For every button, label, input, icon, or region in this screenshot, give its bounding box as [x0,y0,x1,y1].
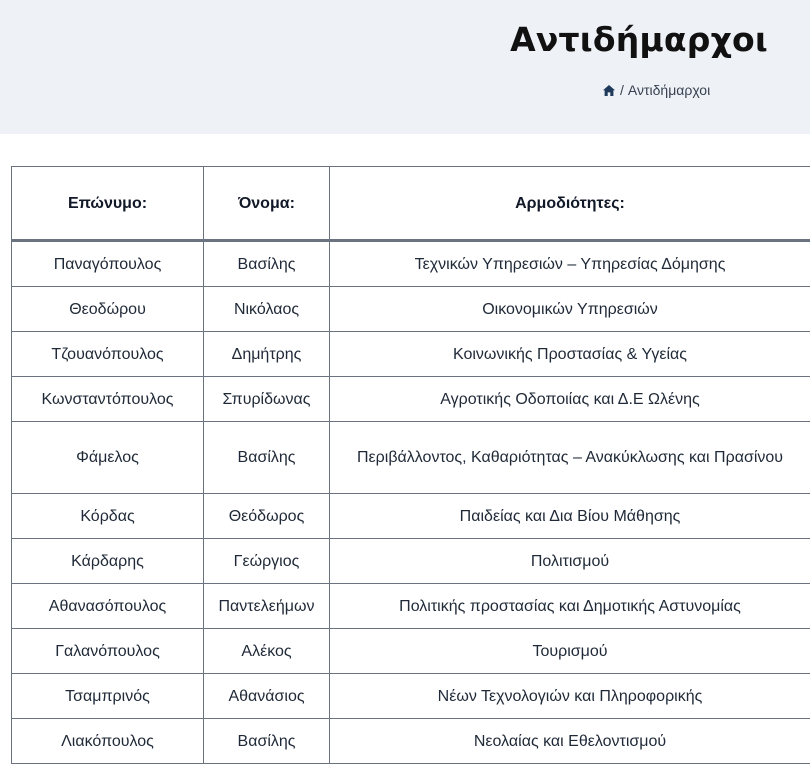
table-row [12,377,810,422]
name-cell: Θεόδωρος [204,494,330,539]
duties-cell: Κοινωνικής Προστασίας & Υγείας [330,332,810,377]
vice-mayors-table-container [11,166,810,764]
duties-cell: Τουρισμού [330,629,810,674]
surname-cell: Κάρδαρης [12,539,204,584]
table-row [12,287,810,332]
surname-cell: Τζουανόπουλος [12,332,204,377]
table-row [12,494,810,539]
name-cell: Παντελεήμων [204,584,330,629]
surname-cell: Θεοδώρου [12,287,204,332]
surname-cell: Λιακόπουλος [12,719,204,764]
surname-cell: Αθανασόπουλος [12,584,204,629]
duties-cell: Αγροτικής Οδοποιίας και Δ.Ε Ωλένης [330,377,810,422]
table-row [12,241,810,287]
duties-cell: Οικονομικών Υπηρεσιών [330,287,810,332]
duties-cell: Τεχνικών Υπηρεσιών – Υπηρεσίας Δόμησης [330,241,810,287]
name-cell: Αθανάσιος [204,674,330,719]
name-cell: Βασίλης [204,422,330,494]
name-cell: Αλέκος [204,629,330,674]
page-title: Αντιδήμαρχοι [510,20,768,59]
table-row [12,674,810,719]
table-row [12,584,810,629]
surname-cell: Γαλανόπουλος [12,629,204,674]
duties-cell: Πολιτικής προστασίας και Δημοτικής Αστυνομίας [330,584,810,629]
surname-cell: Φάμελος [12,422,204,494]
duties-cell: Παιδείας και Δια Βίου Μάθησης [330,494,810,539]
table-row [12,719,810,764]
duties-cell: Πολιτισμού [330,539,810,584]
home-icon [603,85,615,96]
surname-cell: Παναγόπουλος [12,241,204,287]
column-header-surname: Επώνυμο: [12,167,204,241]
name-cell: Βασίλης [204,241,330,287]
duties-cell: Νεολαίας και Εθελοντισμού [330,719,810,764]
name-cell: Σπυρίδωνας [204,377,330,422]
breadcrumb-home-link[interactable] [603,85,615,96]
table-row [12,629,810,674]
duties-cell: Νέων Τεχνολογιών και Πληροφορικής [330,674,810,719]
name-cell: Δημήτρης [204,332,330,377]
vice-mayors-table [11,166,810,764]
name-cell: Βασίλης [204,719,330,764]
table-row [12,332,810,377]
surname-cell: Κόρδας [12,494,204,539]
duties-cell: Περιβάλλοντος, Καθαριότητας – Ανακύκλωσης και Πρασίνου [330,422,810,494]
column-header-duties: Αρμοδιότητες: [330,167,810,241]
column-header-name: Όνομα: [204,167,330,241]
breadcrumb-current: Αντιδήμαρχοι [627,82,711,98]
breadcrumb [603,82,710,98]
table-row [12,539,810,584]
name-cell: Νικόλαος [204,287,330,332]
name-cell: Γεώργιος [204,539,330,584]
surname-cell: Κωνσταντόπουλος [12,377,204,422]
surname-cell: Τσαμπρινός [12,674,204,719]
table-row [12,422,810,494]
breadcrumb-separator: / [620,82,624,98]
table-header-row [12,167,810,241]
page-header [0,0,810,134]
